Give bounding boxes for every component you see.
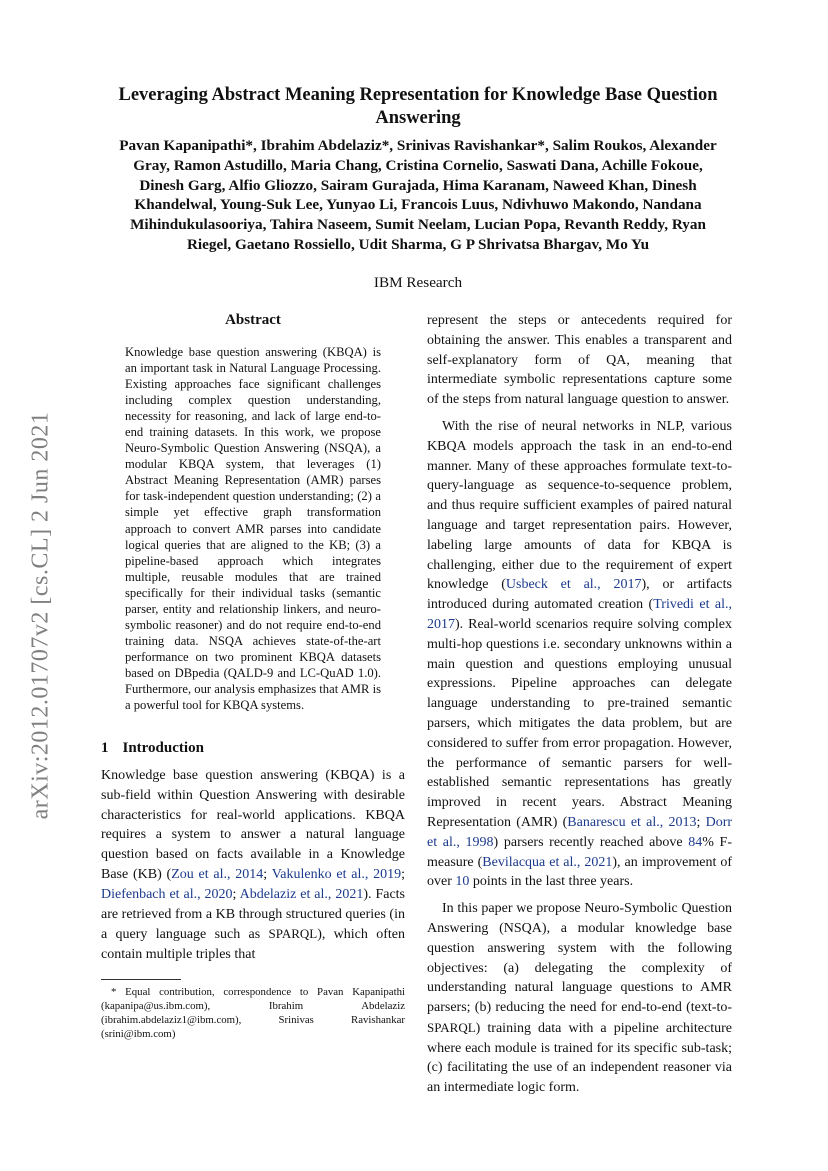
citation-link[interactable]: Zou et al., 2014 xyxy=(171,867,264,883)
text-run: ), which often contain multiple triples that xyxy=(101,927,405,963)
text-run: ; xyxy=(401,867,405,883)
text-run: In this paper we propose Neuro-Symbolic Question Answering (NSQA), a modular knowledge base question answering system with the following objectives: (a) delegating the complexity of understanding natural language questions to AMR parsers; (b) reducing the need for end-to-end (text-to- xyxy=(427,901,732,1016)
citation-link[interactable]: Diefenbach et al., 2020 xyxy=(101,886,233,902)
intro-paragraph-2 xyxy=(427,417,732,892)
inline-number: 84 xyxy=(688,834,703,850)
text-run: With the rise of neural networks in NLP, various KBQA models approach the task in an end-to-end manner. Many of these approaches formulate text-to-query-language as sequence-to-sequence problem, and thus require sufficient examples of paired natural language and target representation pairs. However, labeling large amounts of data for KBQA is challenging, either due to the requirement of expert knowledge ( xyxy=(427,418,732,593)
section-heading-introduction xyxy=(101,739,405,758)
arxiv-identifier: arXiv:2012.01707v2 [cs.CL] 2 Jun 2021 xyxy=(27,411,54,819)
text-run: ) parsers recently reached above xyxy=(493,834,689,850)
sparql-term: SPARQL xyxy=(427,1019,476,1035)
text-run: ). Real-world scenarios require solving complex multi-hop questions i.e. secondary unknowns within a main question and questions employing unusual expressions. Pipeline approaches can delegate language understanding to pre-trained semantic parsers, which mitigates the data problem, but are considered to suffer from error propagation. However, the performance of semantic parsers for well-established semantic representations has greatly improved in recent years. Abstract Meaning Representation (AMR) ( xyxy=(427,616,732,830)
section-title: Introduction xyxy=(122,740,204,757)
arxiv-margin-stamp xyxy=(22,380,60,850)
text-run: ), or artifacts introduced during automated creation ( xyxy=(427,577,732,613)
citation-link[interactable]: Abdelaziz et al., 2021 xyxy=(239,886,364,902)
sparql-term: SPARQL xyxy=(268,926,318,942)
text-run: ). Facts are retrieved from a KB through structured queries (in a query language such as xyxy=(101,886,406,943)
intro-paragraph-continued: represent the steps or antecedents required for obtaining the answer. This enables a transparent and self-explanatory form of QA, meaning that intermediate symbolic representations capture some of the steps from natural language question to answer. xyxy=(427,313,732,408)
citation-link[interactable]: Banarescu et al., 2013 xyxy=(567,814,697,830)
citation-link[interactable]: Vakulenko et al., 2019 xyxy=(271,867,402,883)
text-run: ) training data with a pipeline architecture where each module is trained for its specific sub-task; (c) facilitating the use of an independent reasoner via an intermediate logic form. xyxy=(427,1020,732,1096)
text-run: ), an improvement of over xyxy=(427,854,732,890)
affiliation: IBM Research xyxy=(373,274,463,291)
footnote: * Equal contribution, correspondence to Pavan Kapanipathi (kapanipa@us.ibm.com), Ibrahim Abdelaziz (ibrahim.abdelaziz1@ibm.com), Srinivas Ravishankar (srini@ibm.com) xyxy=(101,986,405,1041)
text-run: % F-measure ( xyxy=(427,834,732,870)
abstract-heading: Abstract xyxy=(225,312,281,328)
paper-title: Leveraging Abstract Meaning Representation for Knowledge Base Question Answering xyxy=(118,85,718,128)
citation-link[interactable]: Dorr et al., 1998 xyxy=(427,814,733,850)
text-run: ; xyxy=(263,867,272,883)
section-number: 1 xyxy=(101,740,109,757)
text-run: Knowledge base question answering (KBQA) is a sub-field within Question Answering with desirable characteristics for real-world applications. KBQA requires a system to answer a natural language question based on facts available in a Knowledge Base (KB) ( xyxy=(101,768,405,883)
footnote-divider xyxy=(101,979,181,980)
right-column xyxy=(427,311,732,1098)
text-run: ; xyxy=(232,886,240,902)
author-list: Pavan Kapanipathi*, Ibrahim Abdelaziz*, Srinivas Ravishankar*, Salim Roukos, Alexander Gray, Ramon Astudillo, Maria Chang, Cristina Cornelio, Saswati Dana, Achille Fokoue, Dinesh Garg, Alfio Gliozzo, Sairam Gurajada, Hima Karanam, Naweed Khan, Dinesh Khandelwal, Young-Suk Lee, Yunyao Li, Francois Luus, Ndivhuwo Makondo, Nandana Mihindukulasooriya, Tahira Naseem, Sumit Neelam, Lucian Popa, Revanth Reddy, Ryan Riegel, Gaetano Rossiello, Udit Sharma, G P Shrivatsa Bhargav, Mo Yu xyxy=(119,137,717,253)
intro-paragraph-1 xyxy=(101,766,405,965)
citation-link[interactable]: Trivedi et al., 2017 xyxy=(427,597,733,632)
intro-paragraph-3 xyxy=(427,899,732,1098)
left-column xyxy=(101,311,405,1041)
citation-link[interactable]: Usbeck et al., 2017 xyxy=(505,577,642,593)
abstract-text: Knowledge base question answering (KBQA) is an important task in Natural Language Processing. Existing approaches face significant challenges including complex question understanding, necessity for reasoning, and lack of large end-to-end training datasets. In this work, we propose Neuro-Symbolic Question Answering (NSQA), a modular KBQA system, that leverages (1) Abstract Meaning Representation (AMR) parses for task-independent question understanding; (2) a simple yet effective graph transformation approach to convert AMR parses into candidate logical queries that are aligned to the KB; (3) a pipeline-based approach which integrates multiple, reusable modules that are trained specifically for their individual tasks (semantic parser, entity and relationship linkers, and neuro-symbolic reasoner) and do not require end-to-end training data. NSQA achieves state-of-the-art performance on two prominent KBQA datasets based on DBpedia (QALD-9 and LC-QuAD 1.0). Furthermore, our analysis emphasizes that AMR is a powerful tool for KBQA systems. xyxy=(125,345,381,713)
inline-number: 10 xyxy=(455,874,470,890)
citation-link[interactable]: Bevilacqua et al., 2021 xyxy=(482,854,613,870)
text-run: ; xyxy=(696,814,706,830)
text-run: points in the last three years. xyxy=(469,874,634,890)
